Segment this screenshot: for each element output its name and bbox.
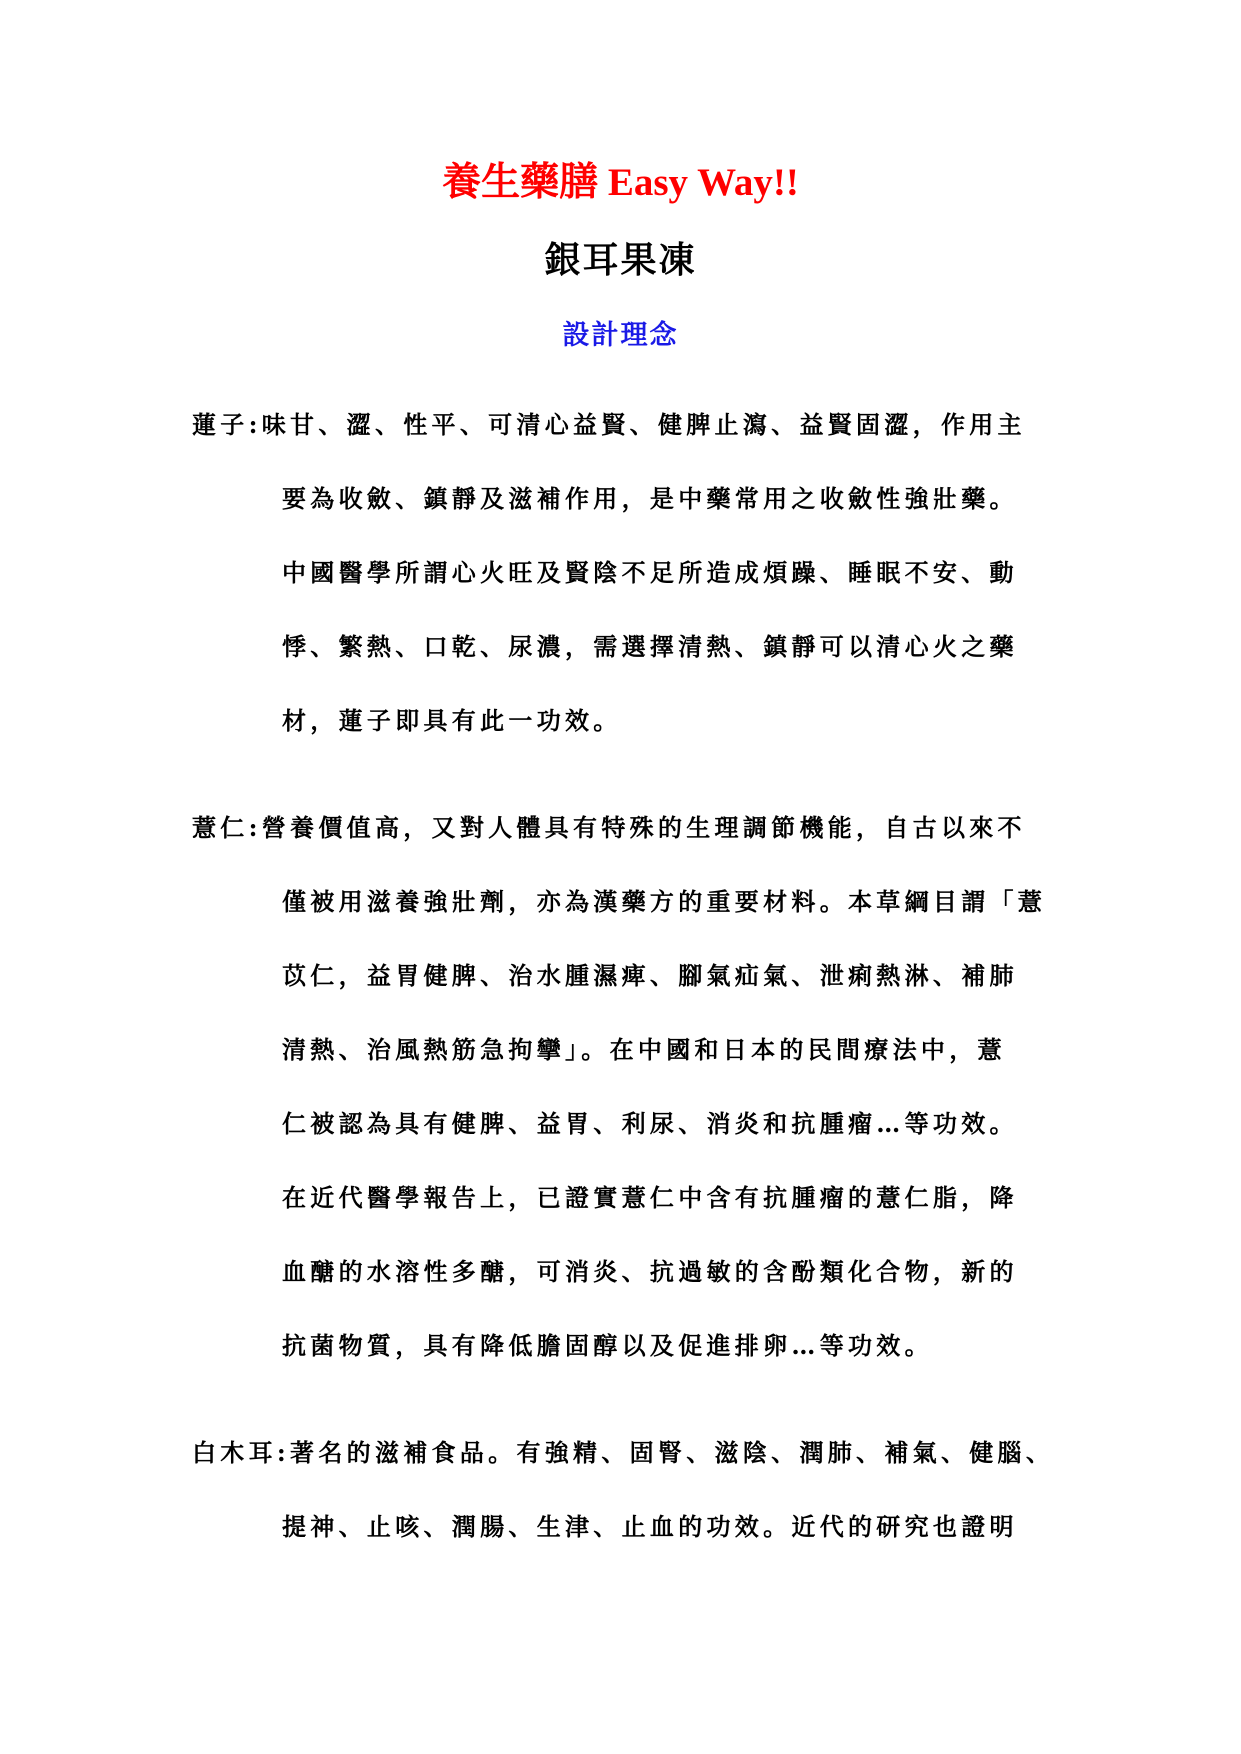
entry-job-tears-line-7: 血醣的水溶性多醣，可消炎、抗過敏的含酚類化合物，新的 bbox=[282, 1257, 1018, 1286]
entry-lotus-seed-line-3: 中國醫學所謂心火旺及賢陰不足所造成煩躁、睡眠不安、動 bbox=[282, 558, 1018, 587]
section-heading: 設計理念 bbox=[562, 320, 679, 351]
entry-job-tears-line-3: 苡仁，益胃健脾、治水腫濕痺、腳氣疝氣、泄痢熱淋、補肺 bbox=[282, 961, 1018, 990]
entry-white-fungus-line-2: 提神、止咳、潤腸、生津、止血的功效。近代的研究也證明 bbox=[282, 1512, 1018, 1541]
entry-lotus-seed-line-4: 悸、繁熱、口乾、尿濃，需選擇清熱、鎮靜可以清心火之藥 bbox=[282, 632, 1018, 661]
entry-job-tears-line-5: 仁被認為具有健脾、益胃、利尿、消炎和抗腫瘤…等功效。 bbox=[282, 1109, 1018, 1138]
entry-lotus-seed-line-5: 材，蓮子即具有此一功效。 bbox=[282, 706, 622, 735]
entry-job-tears-line-2: 僅被用滋養強壯劑，亦為漢藥方的重要材料。本草綱目謂「薏 bbox=[282, 887, 1047, 916]
page-title: 養生藥膳 Easy Way!! bbox=[442, 161, 799, 204]
recipe-name: 銀耳果凍 bbox=[544, 239, 697, 281]
entry-lotus-seed-line-1: 蓮子:味甘、澀、性平、可清心益賢、健脾止瀉、益賢固澀，作用主 bbox=[192, 410, 1026, 439]
entry-job-tears-line-4: 清熱、治風熱筋急拘攣」。在中國和日本的民間療法中，薏 bbox=[282, 1035, 1006, 1064]
entry-job-tears-line-6: 在近代醫學報告上，已證實薏仁中含有抗腫瘤的薏仁脂，降 bbox=[282, 1183, 1018, 1212]
entry-job-tears-line-1: 薏仁:營養價值高，又對人體具有特殊的生理調節機能，自古以來不 bbox=[192, 813, 1026, 842]
entry-white-fungus-line-1: 白木耳:著名的滋補食品。有強精、固腎、滋陰、潤肺、補氣、健腦、 bbox=[192, 1438, 1055, 1467]
entry-lotus-seed-line-2: 要為收斂、鎮靜及滋補作用，是中藥常用之收斂性強壯藥。 bbox=[282, 484, 1018, 513]
entry-job-tears-line-8: 抗菌物質，具有降低膽固醇以及促進排卵…等功效。 bbox=[282, 1331, 933, 1360]
